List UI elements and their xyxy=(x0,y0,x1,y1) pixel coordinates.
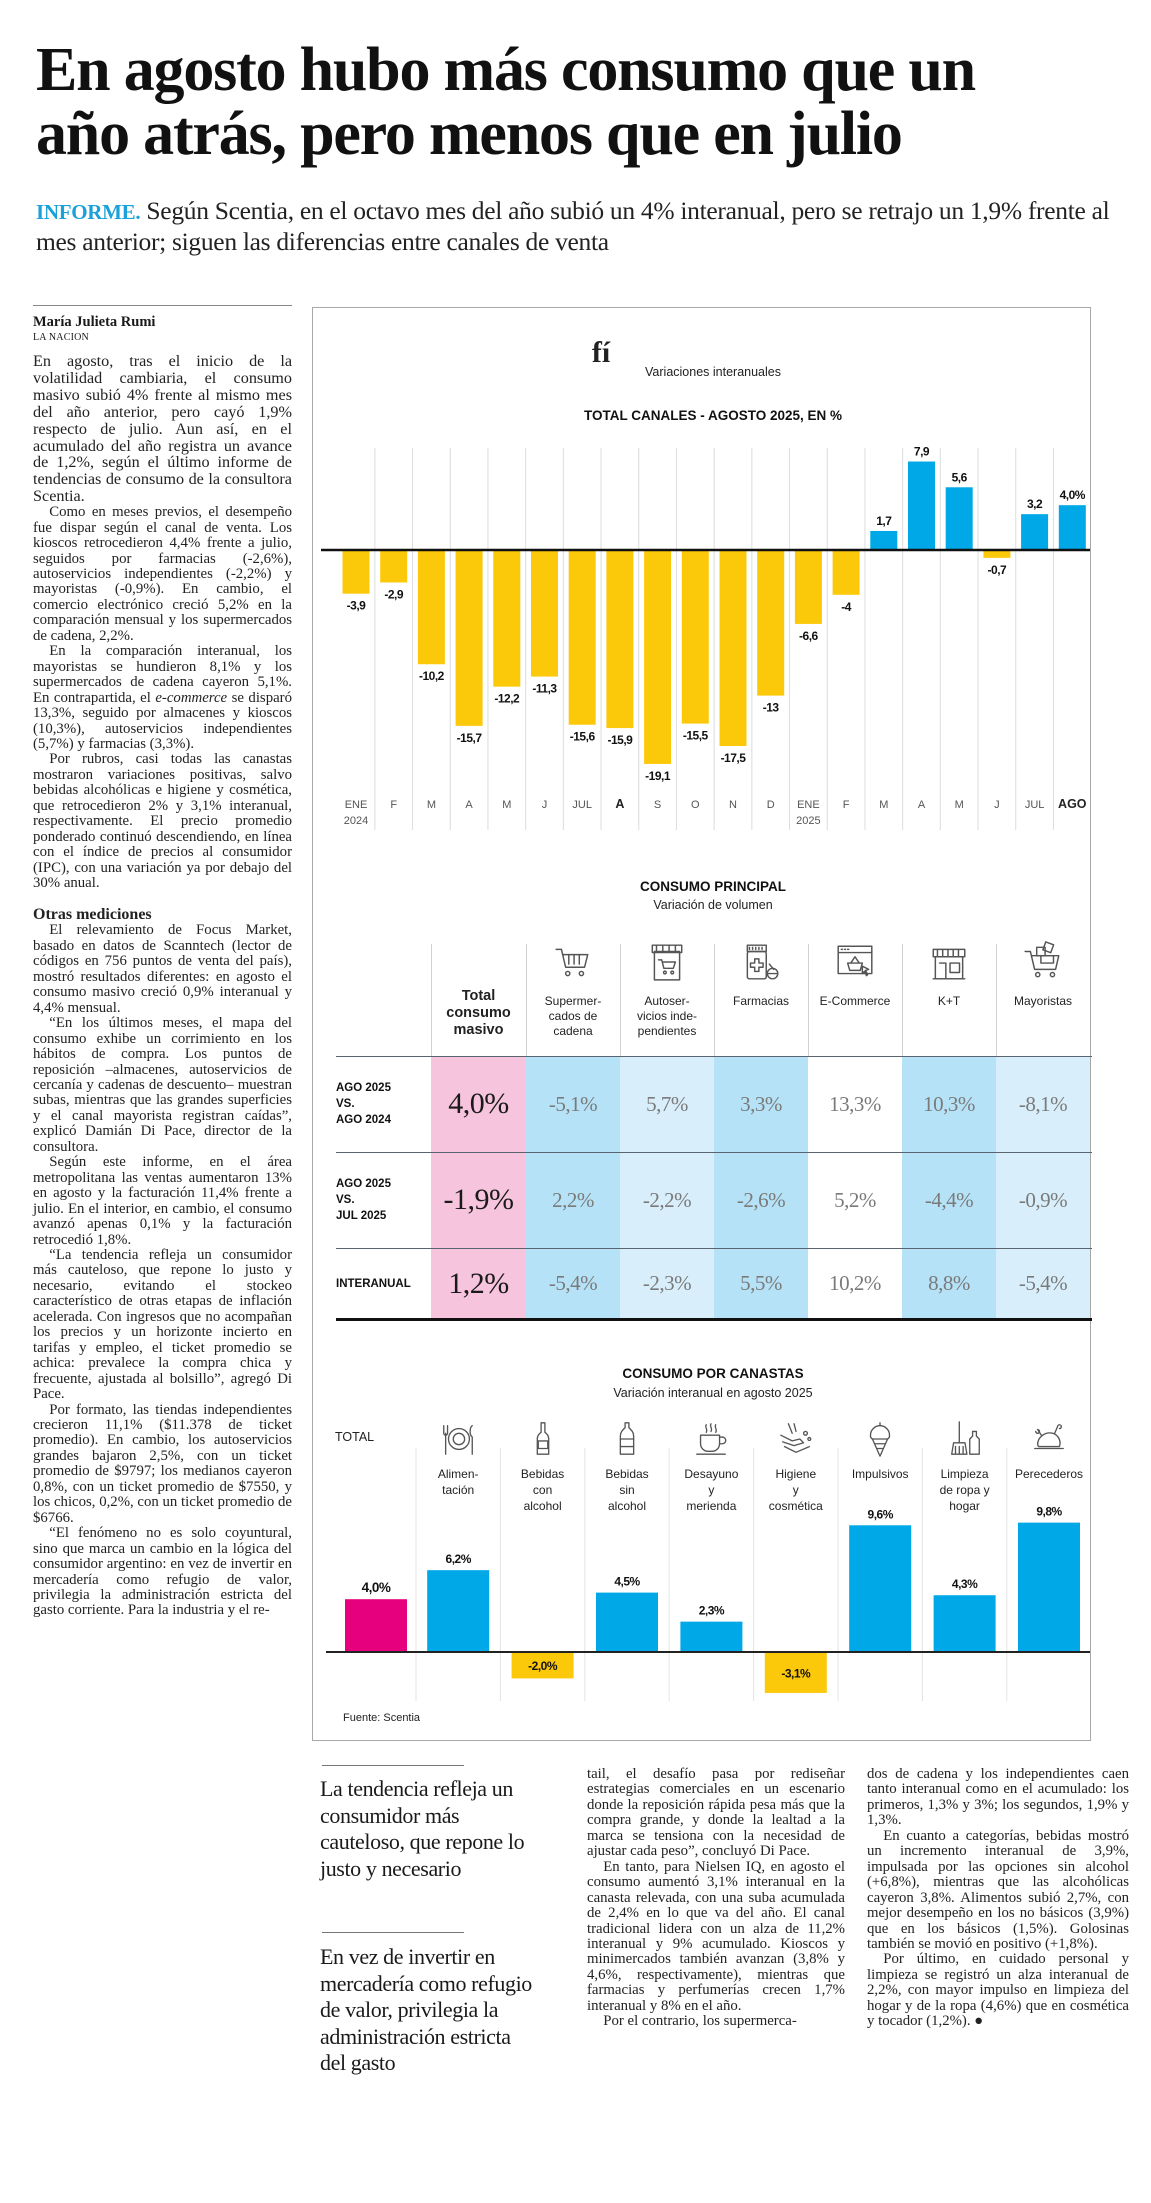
bar xyxy=(908,462,935,550)
chart-subtitle: Variaciones interanuales xyxy=(645,365,781,379)
source-note: Fuente: Scentia xyxy=(343,1712,421,1724)
table-cell: -5,1% xyxy=(526,1056,620,1152)
row-label: AGO 2025 VS. AGO 2024 xyxy=(336,1082,391,1126)
bar xyxy=(345,1599,407,1652)
data-label: -17,5 xyxy=(720,751,746,765)
pull-quote: En vez de invertir en mercadería como refugio de valor, privilegia la administración estricta del gasto xyxy=(320,1944,532,2075)
bar xyxy=(456,550,483,726)
chart-title: TOTAL CANALES - AGOSTO 2025, EN % xyxy=(583,408,843,423)
bar xyxy=(1018,1523,1080,1652)
table-cell: -5,4% xyxy=(996,1248,1090,1319)
category-label: Alimen- tación xyxy=(437,1467,479,1497)
article-paragraph xyxy=(33,644,292,752)
row-divider xyxy=(336,1248,1092,1249)
article-paragraph: “El fenómeno no es solo coyuntural, sino que marca un cambio en la lógica del consumidor argentino: en vez de invertir en mercadería como refugio de valor, privilegia la administración estricta del gasto corriente. Para la industria y el re- xyxy=(33,1525,292,1619)
pull-quote-divider xyxy=(322,1932,464,1933)
bar xyxy=(934,1595,996,1652)
table-cell: 2,2% xyxy=(526,1152,620,1248)
x-tick-label: M xyxy=(954,799,964,811)
bar xyxy=(644,550,671,764)
x-tick-label: J xyxy=(541,799,548,811)
row-divider xyxy=(336,1152,1092,1153)
bar xyxy=(418,550,445,664)
bar xyxy=(596,1593,658,1652)
row-divider xyxy=(336,1056,1092,1057)
table-cell: 5,5% xyxy=(714,1248,808,1319)
outlet-name: LA NACION xyxy=(33,332,89,343)
data-label: 4,0% xyxy=(1059,488,1085,503)
author-name: María Julieta Rumi xyxy=(33,314,156,330)
x-tick-label: A xyxy=(917,799,926,811)
bar xyxy=(682,550,709,724)
byline-divider xyxy=(33,305,292,306)
table-cell: -2,2% xyxy=(620,1152,714,1248)
data-label: 9,6% xyxy=(867,1507,893,1522)
x-tick-label: JUL xyxy=(572,799,592,811)
bar xyxy=(1021,514,1048,550)
article-paragraph: “En los últimos meses, el mapa del consumo exhibe un corrimiento en los hábitos de compra. Los puntos de reposición –almacenes, autoservicios de cercanía y cadenas de descuento– muestran subas, mientras que las grandes superficies y el canal mayorista registran caídas”, explicó Damián Di Pace, director de la consultora. xyxy=(33,1015,292,1155)
article-paragraph: Por rubros, casi todas las canastas mostraron variaciones positivas, salvo bebidas alcohólicas e higiene y cosmética, que retrocedieron 2% y 3,1% interanual, respectivamente. El precio promedio ponderado continuó descendiendo, en línea con el índice de precios al consumidor (IPC), con una variación ya por debajo del 30% anual. xyxy=(33,751,292,892)
headline-line: En agosto hubo más consumo que un xyxy=(36,36,975,104)
category-label: Perecederos xyxy=(1014,1467,1084,1481)
data-label: -15,7 xyxy=(456,730,482,745)
headline-line: año atrás, pero menos que en julio xyxy=(36,100,902,168)
x-tick-label: A xyxy=(615,797,625,811)
article-paragraph: En tanto, para Nielsen IQ, en agosto el consumo aumentó 3,1% interanual en la canasta relevada, con una suba acumulada de 2,4% en lo que va del año. El canal tradicional lidera con un alza de 11,2% interanual y 9% acumulado. Kioscos y minimercados también avanzan (3,8% y 4,6%, respectivamente), mientras que farmacias y perfumerías crecen 1,7% interanual y 8% en el año. xyxy=(587,1858,845,2014)
data-label: -3,9 xyxy=(346,598,366,613)
infographic xyxy=(312,307,1091,1741)
paragraph-text: se disparó 13,3%, seguido por almacenes y kioscos (10,3%), autoservicios independientes (5,7%) y farmacias (3,3%). xyxy=(33,689,292,752)
column-header: Supermer- cados de cadena xyxy=(544,994,602,1038)
data-label: -10,2 xyxy=(418,669,444,684)
article-paragraph: Como en meses previos, el desempeño fue dispar según el canal de venta. Los kioscos retrocedieron 4,4% frente a julio, seguidos por farmacias (-2,6%), autoservicios independientes (-2,2%) y mayoristas (-0,9%). En cambio, el comercio electrónico creció 5,2% en la comparación mensual y los supermercados de cadena, 2,2%. xyxy=(33,504,292,644)
bar xyxy=(380,550,407,582)
deck-label: INFORME. xyxy=(36,200,141,224)
chart-title: CONSUMO POR CANASTAS xyxy=(622,1366,804,1381)
total-label: TOTAL xyxy=(335,1430,375,1444)
table-bottom-rule xyxy=(336,1318,1092,1321)
data-label: 3,2 xyxy=(1027,497,1043,512)
bar xyxy=(720,550,747,746)
table-cell: -8,1% xyxy=(996,1056,1090,1152)
data-label: 7,9 xyxy=(913,444,930,459)
x-tick-label: J xyxy=(994,799,1000,811)
category-label: Bebidas con alcohol xyxy=(520,1467,565,1513)
category-label: Impulsivos xyxy=(851,1467,909,1481)
total-cell: 1,2% xyxy=(431,1248,526,1319)
category-label: Desayuno y merienda xyxy=(684,1467,739,1513)
table-cell: -5,4% xyxy=(526,1248,620,1319)
table-title: CONSUMO PRINCIPAL xyxy=(639,879,786,894)
bar xyxy=(849,1525,911,1652)
article-paragraph: En agosto, tras el inicio de la volatilidad cambiaria, el consumo masivo subió 4% frente al mismo mes del año anterior, pero cayó 1,9% respecto de julio. Aun así, en el acumulado del año registra un avance de 1,2%, según el último informe de tendencias de consumo de la consultora Scentia. xyxy=(33,352,292,506)
data-label: 1,7 xyxy=(876,513,892,528)
table-subtitle: Variación de volumen xyxy=(653,898,773,912)
graphic-mark: fí xyxy=(591,336,611,369)
data-label: 9,8% xyxy=(1036,1504,1062,1519)
row-label: INTERANUAL xyxy=(336,1277,411,1290)
article-paragraph: Por el contrario, los supermerca- xyxy=(603,2013,797,2030)
paragraph-text: En la comparación interanual, los mayoristas se hundieron 8,1% y los supermercados de cadena cayeron 5,1%. En contrapartida, el xyxy=(33,643,292,706)
data-label: 6,2% xyxy=(445,1552,471,1567)
chart-subtitle: Variación interanual en agosto 2025 xyxy=(613,1386,813,1400)
table-cell: 5,2% xyxy=(808,1152,902,1248)
total-cell: 4,0% xyxy=(431,1056,526,1152)
data-label: -2,0% xyxy=(528,1659,558,1674)
category-label: Limpieza de ropa y hogar xyxy=(939,1467,990,1513)
category-label: Bebidas sin alcohol xyxy=(605,1467,649,1513)
data-label: -3,1% xyxy=(781,1666,811,1681)
bar xyxy=(569,550,596,725)
pull-quote: La tendencia refleja un consumidor más cauteloso, que repone lo justo y necesario xyxy=(320,1776,525,1881)
article-paragraph: tail, el desafío pasa por rediseñar estrategias comerciales en un escenario donde la reposición rápida pesa más que la compra grande, y donde la lealtad a la marca se tensiona con la necesidad de ajustar cada peso”, concluyó Di Pace. xyxy=(587,1766,845,1860)
data-label: -13 xyxy=(762,700,779,715)
data-label: 4,3% xyxy=(951,1577,978,1592)
data-label: -15,9 xyxy=(607,733,633,748)
data-label: -19,1 xyxy=(645,768,671,783)
table-cell: 13,3% xyxy=(808,1056,902,1152)
table-cell: -0,9% xyxy=(996,1152,1090,1248)
x-tick-label: S xyxy=(653,799,662,811)
x-tick-label: D xyxy=(766,799,775,811)
column-header: Autoser- vicios inde- pendientes xyxy=(636,994,698,1038)
paragraph-italic-term: e-commerce xyxy=(155,689,228,706)
table-cell: -4,4% xyxy=(902,1152,996,1248)
article-paragraph: En cuanto a categorías, bebidas mostró un incremento interanual de 3,9%, impulsada por las opciones sin alcohol (+6,8%), mientras que las alcohólicas cayeron 3,8%. Alimentos subió 2,7%, con mejor desempeño en los no básicos (3,9%) que en los básicos (1,5%). Golosinas también se movió en positivo (+1,8%). xyxy=(867,1827,1129,1952)
column-header: Mayoristas xyxy=(1013,994,1072,1008)
x-tick-label: F xyxy=(842,799,850,811)
column-header: Total consumo masivo xyxy=(446,988,511,1038)
x-tick-label: JUL xyxy=(1024,799,1045,811)
data-label: -2,9 xyxy=(384,587,404,602)
column-header: K+T xyxy=(937,994,961,1008)
bar xyxy=(606,550,633,728)
x-tick-label: F xyxy=(390,799,398,811)
bar xyxy=(343,550,370,594)
x-tick-label: AGO xyxy=(1058,797,1087,811)
x-tick-label: A xyxy=(465,799,473,811)
row-label: AGO 2025 VS. JUL 2025 xyxy=(336,1178,391,1222)
data-label: 5,6 xyxy=(951,470,967,485)
article-column-3 xyxy=(867,1767,1129,2030)
table-cell: -2,3% xyxy=(620,1248,714,1319)
data-label: -11,3 xyxy=(532,681,557,696)
x-tick-label: M xyxy=(426,799,436,811)
x-tick-label: N xyxy=(729,799,737,811)
article-paragraph: dos de cadena y los independientes caen tanto interanual como en el acumulado: los primeros, 1,3% y 3%; los segundos, 1,9% y 1,3%. xyxy=(867,1766,1129,1829)
bar xyxy=(680,1622,742,1652)
table-cell: 8,8% xyxy=(902,1248,996,1319)
bar xyxy=(1059,505,1086,550)
bar xyxy=(870,531,897,550)
article-paragraph: Según este informe, en el área metropolitana las ventas aumentaron 13% en agosto y la facturación 11,4% frente a julio. En el interior, en cambio, el consumo avanzó apenas 0,1% y la facturación retrocedió 1,8%. xyxy=(33,1154,292,1248)
table-cell: 3,3% xyxy=(714,1056,808,1152)
article-subhead: Otras mediciones xyxy=(33,906,152,924)
article-paragraph: El relevamiento de Focus Market, basado en datos de Scanntech (lector de códigos en 756 puntos de venta del país), mostró resultados diferentes: en agosto el consumo masivo creció 0,9% interanual y 4,4% mensual. xyxy=(33,922,292,1016)
bar xyxy=(833,550,860,595)
column-header: E-Commerce xyxy=(819,994,891,1008)
data-label: -15,5 xyxy=(682,728,708,743)
table-cell: 10,2% xyxy=(808,1248,902,1319)
article-paragraph: Por último, en cuidado personal y limpieza se registró un alza interanual de 2,2%, con mayor impulso en limpieza del hogar y de la ropa (4,6%) que en cosmética y tocador (1,2%). ● xyxy=(867,1951,1129,2030)
x-tick-sublabel: 2025 xyxy=(796,815,821,827)
headline xyxy=(36,38,1136,166)
data-label: 2,3% xyxy=(698,1603,725,1618)
x-tick-label: ENE xyxy=(344,799,368,811)
data-label: -0,7 xyxy=(987,562,1007,577)
table-cell: 10,3% xyxy=(902,1056,996,1152)
data-label: -6,6 xyxy=(799,628,818,643)
bar xyxy=(531,550,558,677)
bar xyxy=(757,550,784,696)
x-tick-sublabel: 2024 xyxy=(343,815,369,827)
data-label: 4,5% xyxy=(614,1574,640,1589)
category-label: Higiene y cosmética xyxy=(768,1467,823,1513)
data-label: -12,2 xyxy=(494,691,520,706)
deck-text: Según Scentia, en el octavo mes del año subió un 4% interanual, pero se retrajo un 1,9% frente al mes anterior; siguen las diferencias entre canales de venta xyxy=(36,196,1110,256)
bar xyxy=(946,487,973,550)
pull-quote-divider xyxy=(322,1765,464,1766)
total-cell: -1,9% xyxy=(431,1152,526,1248)
bar xyxy=(795,550,822,624)
article-column-2 xyxy=(587,1767,845,2030)
article-paragraph: “La tendencia refleja un consumidor más cauteloso, que repone lo justo y necesario, evitando el stockeo característico de otras etapas de inflación acelerada. Con ingresos que no acompañan los precios y un horizonte incierto en tarifas y empleo, el ticket promedio se achica: prevalece la compra chica y frecuente, ajustada al bolsillo”, agregó Di Pace. xyxy=(33,1247,292,1403)
x-tick-label: O xyxy=(691,799,700,811)
article-paragraph: Por formato, las tiendas independientes crecieron 11,1% ($11.378 de ticket promedio). En cambio, los autoservicios grandes bajaron 2,5%, con un ticket promedio de $9797; los medianos cayeron 0,8%, con un ticket promedio de $7550, y los chicos, 0,2%, con un ticket promedio de $6766. xyxy=(33,1401,292,1526)
bar xyxy=(493,550,520,687)
article-column-1 xyxy=(33,353,292,1619)
data-label: -15,6 xyxy=(569,729,595,744)
bar xyxy=(427,1570,489,1652)
table-cell: -2,6% xyxy=(714,1152,808,1248)
x-tick-label: M xyxy=(502,799,512,811)
deck xyxy=(36,196,1136,257)
x-tick-label: M xyxy=(879,799,889,811)
data-label: -4 xyxy=(841,599,851,614)
table-cell: 5,7% xyxy=(620,1056,714,1152)
column-header: Farmacias xyxy=(732,994,789,1008)
data-label: 4,0% xyxy=(361,1580,391,1596)
x-tick-label: ENE xyxy=(797,799,820,811)
